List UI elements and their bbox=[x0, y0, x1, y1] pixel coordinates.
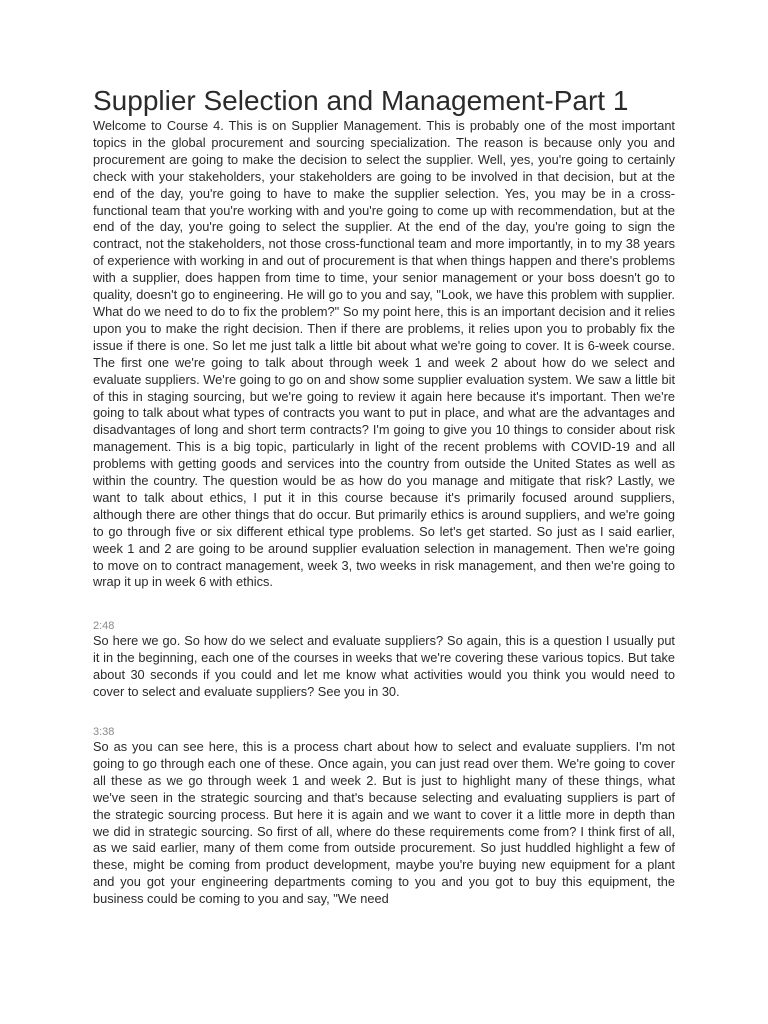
timestamp-3-38: 3:38 bbox=[93, 726, 115, 738]
paragraph-select-evaluate: So here we go. So how do we select and evaluate suppliers? So again, this is a question I usually put it in the beginning, each one of the courses in weeks that we're covering these various topics. But take about 30 seconds if you could and let me know what activities would you think you would need to cover to select and evaluate suppliers? See you in 30. bbox=[93, 633, 675, 700]
paragraph-intro: Welcome to Course 4. This is on Supplier Management. This is probably one of the most important topics in the global procurement and sourcing specialization. The reason is because only you and procurement are going to make the decision to select the supplier. Well, yes, you're going to certainly check with your stakeholders, your stakeholders are going to be involved in that decision, but at the end of the day, you're going to have to make the supplier selection. Yes, you may be in a cross-functional team that you're working with and you're going to come up with recommendation, but at the end of the day, you're going to select the supplier. At the end of the day, you're going to sign the contract, not the stakeholders, not those cross-functional team and more importantly, in to my 38 years of experience with working in and out of procurement is that when things happen and there's problems with a supplier, does happen from time to time, your senior management or your boss doesn't go to quality, doesn't go to engineering. He will go to you and say, "Look, we have this problem with supplier. What do we need to do to fix the problem?" So my point here, this is an important decision and it relies upon you to make the right decision. Then if there are problems, it relies upon you to probably fix the issue if there is one. So let me just talk a little bit about what we're going to cover. It is 6-week course. The first one we're going to talk about through week 1 and week 2 about how do we select and evaluate suppliers. We're going to go on and show some supplier evaluation system. We saw a little bit of this in staging sourcing, but we're going to review it again here because it's important. Then we're going to talk about what types of contracts you want to put in place, and what are the advantages and disadvantages of long and short term contracts? I'm going to give you 10 things to consider about risk management. This is a big topic, particularly in light of the recent problems with COVID-19 and all problems with getting goods and services into the country from outside the United States as well as within the country. The question would be as how do you manage and mitigate that risk? Lastly, we want to talk about ethics, I put it in this course because it's primarily focused around suppliers, although there are other things that do occur. But primarily ethics is around suppliers, and we're going to go through five or six different ethical type problems. So let's get started. So just as I said earlier, week 1 and 2 are going to be around supplier evaluation selection in management. Then we're going to move on to contract management, week 3, two weeks in risk management, and then we're going to wrap it up in week 6 with ethics. bbox=[93, 118, 675, 590]
document-title: Supplier Selection and Management-Part 1 bbox=[93, 85, 629, 116]
paragraph-process-chart: So as you can see here, this is a process chart about how to select and evaluate suppliers. I'm not going to go through each one of these. Once again, you can just read over them. We're going to cover all these as we go through week 1 and week 2. But is just to highlight many of these things, what we've seen in the strategic sourcing and that's because selecting and evaluating suppliers is part of the strategic sourcing process. But here it is again and we want to cover it a little more in depth than we did in strategic sourcing. So first of all, where do these requirements come from? I think first of all, as we said earlier, many of them come from outside procurement. So just huddled highlight a few of these, might be coming from product development, maybe you're buying new equipment for a plant and you got your engineering departments coming to you and you got to buy this equipment, the business could be coming to you and say, "We need bbox=[93, 739, 675, 907]
timestamp-2-48: 2:48 bbox=[93, 620, 115, 633]
